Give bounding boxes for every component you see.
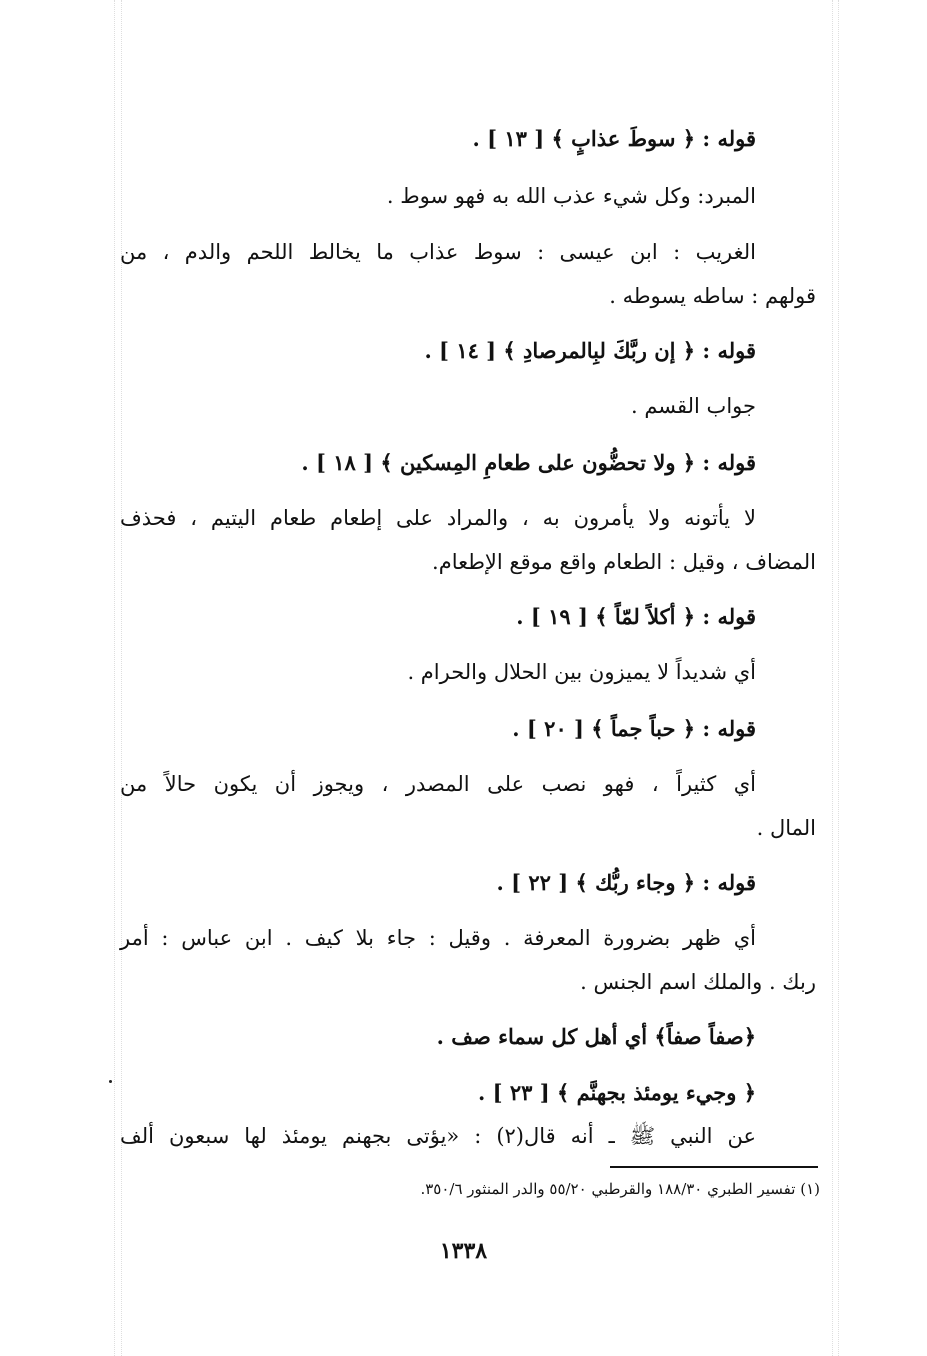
heading-verse-23: ﴿ وجيء يومئذ بجهنَّم ﴾ [ ٢٣ ] .: [477, 1080, 756, 1105]
text-line: [120, 186, 756, 207]
heading-verse-22: قوله : ﴿ وجاء ربُّك ﴾ [ ٢٢ ] .: [496, 870, 756, 895]
text-line: [120, 718, 756, 740]
heading-verse-14: قوله : ﴿ إن ربَّكَ لبِالمرصادِ ﴾ [ ١٤ ] .: [424, 338, 756, 363]
commentary-text: أي ظهر بضرورة المعرفة . وقيل : جاء بلا كيف . ابن عباس : أمر: [120, 926, 756, 950]
footnote: (١) تفسير الطبري ١٨٨/٣٠ والقرطبي ٥٥/٢٠ والدر المنثور ٣٥٠/٦.: [420, 1180, 820, 1198]
scan-margin-line-left: [114, 0, 116, 1356]
heading-verse-18: قوله : ﴿ ولا تحضُّون على طعامِ المِسكين ﴾ [ ١٨ ] .: [301, 450, 756, 475]
commentary-text: عن النبي ﷺ ـ أنه قال(٢) : «يؤتى بجهنم يومئذ لها سبعون ألف: [120, 1124, 756, 1148]
commentary-text: أي شديداً لا يميزون بين الحلال والحرام .: [407, 660, 756, 684]
commentary-text: أي كثيراً ، فهو نصب على المصدر ، ويجوز أن يكون حالاً من: [120, 772, 756, 796]
scan-margin-line-right: [838, 0, 840, 1356]
text-line: [120, 1126, 756, 1147]
commentary-text: لا يأتونه ولا يأمرون به ، والمراد على إطعام طعام اليتيم ، فحذف: [120, 506, 756, 530]
commentary-text: المضاف ، وقيل : الطعام واقع موقع الإطعام.: [432, 550, 816, 574]
text-line: [120, 508, 756, 529]
text-line: [120, 396, 756, 417]
commentary-text: المبرد: وكل شيء عذب الله به فهو سوط .: [386, 184, 756, 208]
text-line: [120, 606, 756, 628]
scan-speck: [109, 1080, 112, 1083]
heading-verse-13: قوله : ﴿ سوطَ عذابٍ ﴾ [ ١٣ ] .: [472, 126, 756, 151]
heading-verse-20: قوله : ﴿ حباً جماً ﴾ [ ٢٠ ] .: [512, 716, 756, 741]
text-line: [120, 872, 756, 894]
footnote-separator: [610, 1166, 818, 1168]
text-line: [120, 128, 756, 150]
commentary-text: قولهم : ساطه يسوطه .: [609, 284, 816, 308]
text-line: [120, 662, 756, 683]
text-line: [120, 1082, 756, 1104]
text-line: [120, 340, 756, 362]
heading-verse-19: قوله : ﴿ أكلاً لمّاً ﴾ [ ١٩ ] .: [516, 604, 756, 629]
commentary-text: ربك . والملك اسم الجنس .: [580, 970, 816, 994]
text-line: [120, 928, 756, 949]
text-line: [120, 452, 756, 474]
text-line: [120, 242, 756, 263]
text-line: [120, 972, 816, 993]
page-number: ١٣٣٨: [439, 1238, 488, 1264]
scan-margin-line-right-inner: [832, 0, 834, 1356]
text-line: [120, 1026, 756, 1048]
commentary-text: جواب القسم .: [630, 394, 756, 418]
text-line: [120, 286, 816, 307]
commentary-text: الغريب : ابن عيسى : سوط عذاب ما يخالط اللحم والدم ، من: [120, 240, 756, 264]
text-line: [120, 818, 816, 839]
body-text: [120, 0, 816, 1160]
commentary-text: المال .: [756, 816, 816, 840]
text-line: [120, 552, 816, 573]
commentary-text: ﴿صفاً صفاً﴾ أي أهل كل سماء صف .: [436, 1024, 756, 1049]
text-line: [120, 774, 756, 795]
